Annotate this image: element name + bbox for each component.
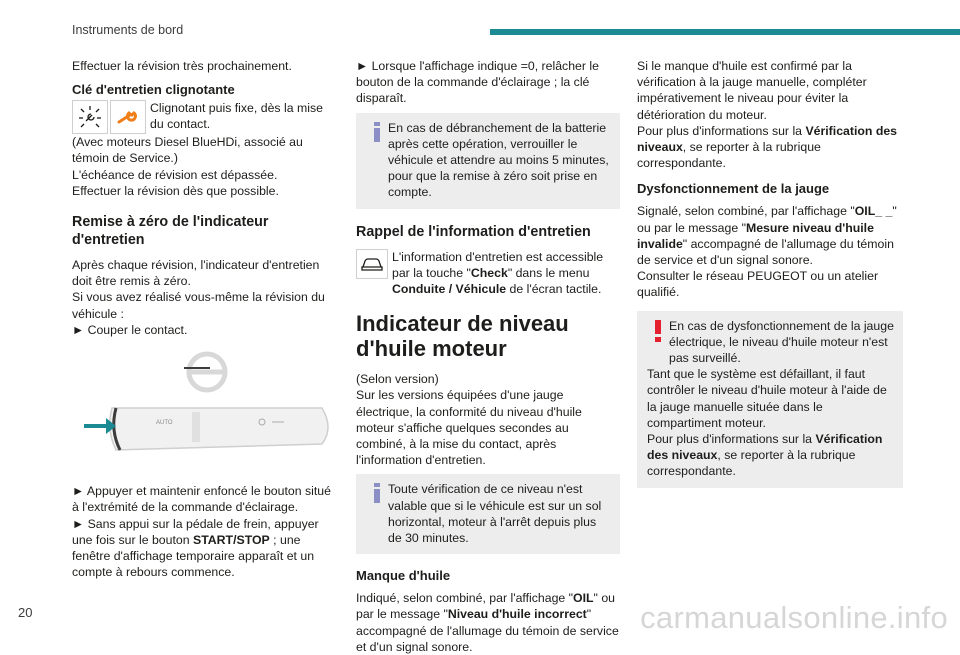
confirm-text: Si le manque d'huile est confirmé par la vérification à la jauge manuelle, compléter impérativement le niveau pour éviter la détérioration du moteur. <box>637 59 867 122</box>
malf-heading: Dysfonctionnement de la jauge <box>637 181 830 197</box>
page-number: 20 <box>18 605 33 620</box>
blink-text2: (Avec moteurs Diesel BlueHDi, associé au témoin de Service.) <box>72 135 303 166</box>
oil-text1: (Selon version) <box>356 372 439 387</box>
stalk-illustration <box>72 350 340 469</box>
recall-heading: Rappel de l'information d'entretien <box>356 223 591 240</box>
reset-text2: Si vous avez réalisé vous-même la révision du véhicule : <box>72 290 325 321</box>
warning-note: En cas de dysfonctionnement de la jauge électrique, le niveau d'huile moteur n'est pas surveillé. Tant que le système est défaillant, il faut contrôler le niveau d'huile moteur à l'aide de la jauge manuelle située dans le compartiment moteur. Pour plus d'informations sur la Vérification des niveaux, se reporter à la rubrique correspondante. <box>637 311 903 488</box>
wrench-icon <box>110 100 146 134</box>
lighting-stalk-icon <box>110 408 328 450</box>
watermark: carmanualsonline.info <box>640 600 948 635</box>
lack-heading: Manque d'huile <box>356 568 451 584</box>
reset-heading: Remise à zéro de l'indicateur d'entretien <box>72 214 269 249</box>
oil-section-title: Indicateur de niveau d'huile moteur <box>356 311 569 362</box>
svg-text:AUTO: AUTO <box>156 420 173 427</box>
warning-icon <box>647 318 669 342</box>
blink-heading: Clé d'entretien clignotante <box>72 82 235 98</box>
intro-text: Effectuer la révision très prochainement. <box>72 59 292 73</box>
car-icon <box>356 249 388 279</box>
oil-text2: Sur les versions équipées d'une jauge électrique, la conformité du niveau d'huile moteur s'affiche quelques secondes au combiné, à la mise du contact, après l'information d'entretien. <box>356 388 582 468</box>
info-note-battery: En cas de débranchement de la batterie après cette opération, verrouiller le véhicule et attendre au moins 5 minutes, pour que la remise à zéro soit prise en compte. <box>356 113 620 209</box>
info-icon <box>366 481 388 503</box>
column-3 <box>637 58 903 500</box>
step-3: ► Sans appui sur la pédale de frein, appuyer une fois sur le bouton START/STOP ; une fenêtre d'affichage temporaire apparaît et un compte à rebours commence. <box>72 516 319 580</box>
malf-text2: Consulter le réseau PEUGEOT ou un atelier qualifié. <box>637 269 879 300</box>
step-4: ► Lorsque l'affichage indique =0, relâcher le bouton de la commande d'éclairage ; la clé disparaît. <box>356 59 599 106</box>
reset-text1: Après chaque révision, l'indicateur d'entretien doit être remis à zéro. <box>72 258 320 289</box>
header-accent-bar <box>490 29 960 35</box>
blink-text1: Clignotant puis fixe, dès la mise du contact. <box>150 101 323 132</box>
warning-more-text: Pour plus d'informations sur la Vérification des niveaux, se reporter à la rubrique correspondante. <box>647 432 883 479</box>
info-icon <box>366 120 388 142</box>
malf-text: Signalé, selon combiné, par l'affichage "OIL_ _" ou par le message "Mesure niveau d'huile invalide" accompagné de l'allumage du témoin de service et d'un signal sonore. <box>637 204 897 268</box>
steering-wheel-icon <box>184 354 225 390</box>
warning-text2: Tant que le système est défaillant, il faut contrôler le niveau d'huile moteur à l'aide de la jauge manuelle située dans le compartiment moteur. <box>647 367 887 430</box>
service-light-icon <box>72 100 108 134</box>
blink-row <box>72 100 340 134</box>
info-note-level: Toute vérification de ce niveau n'est valable que si le véhicule est sur un sol horizontal, moteur à l'arrêt depuis plus de 30 minutes. <box>356 474 620 554</box>
more-info-text: Pour plus d'informations sur la Vérification des niveaux, se reporter à la rubrique correspondante. <box>637 123 898 171</box>
lack-text: Indiqué, selon combiné, par l'affichage "OIL" ou par le message "Niveau d'huile incorrect" accompagné de l'allumage du témoin de service et d'un signal sonore. <box>356 591 619 654</box>
column-1 <box>72 58 340 580</box>
blink-text3: L'échéance de révision est dépassée. <box>72 167 278 182</box>
blink-text4: Effectuer la révision dès que possible. <box>72 183 279 198</box>
step-1: ► Couper le contact. <box>72 322 188 337</box>
recall-row: L'information d'entretien est accessible par la touche "Check" dans le menu Conduite / Véhicule de l'écran tactile. <box>356 249 620 298</box>
column-2 <box>356 58 620 655</box>
header-title: Instruments de bord <box>72 23 184 37</box>
step-2: ► Appuyer et maintenir enfoncé le bouton situé à l'extrémité de la commande d'éclairage. <box>72 484 331 515</box>
